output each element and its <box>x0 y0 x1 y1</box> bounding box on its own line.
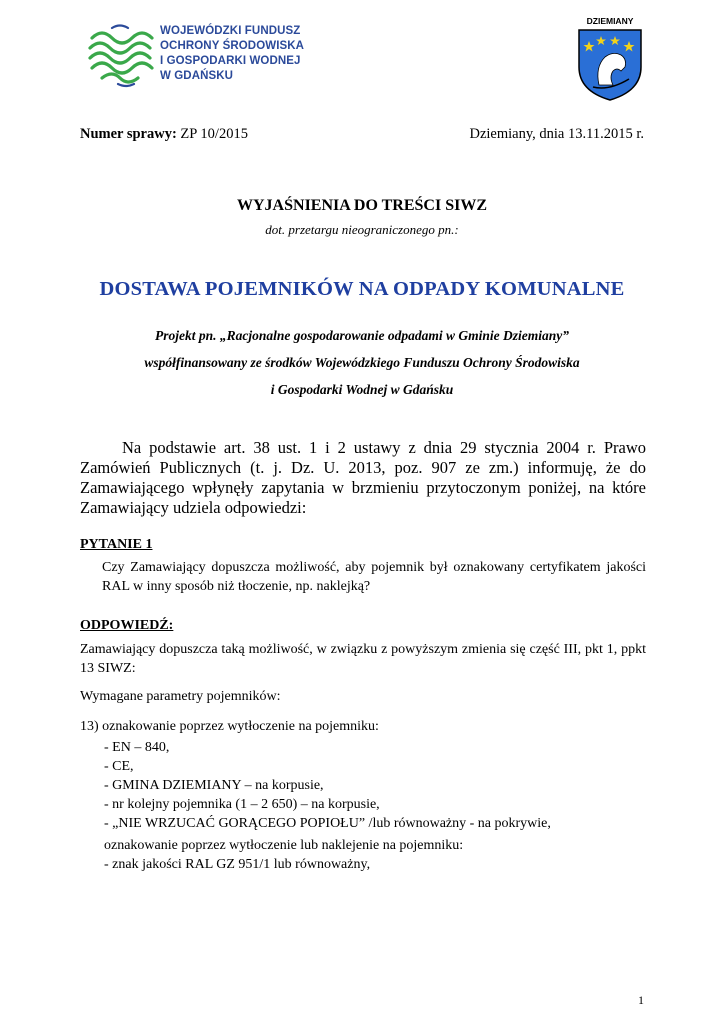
fund-logo-line: WOJEWÓDZKI FUNDUSZ <box>160 25 301 37</box>
sub-list <box>104 857 370 873</box>
project-line: Projekt pn. „Racjonalne gospodarowanie odpadami w Gminie Dziemiany” <box>154 328 570 343</box>
list-item: - znak jakości RAL GZ 951/1 lub równoważny, <box>104 857 371 872</box>
requirements-label: Wymagane parametry pojemników: <box>80 689 281 704</box>
fund-logo-line: W GDAŃSKU <box>160 70 234 82</box>
fund-logo-line: OCHRONY ŚRODOWISKA <box>160 40 305 52</box>
list-item: - nr kolejny pojemnika (1 – 2 650) – na korpusie, <box>104 797 380 812</box>
question-heading: PYTANIE 1 <box>80 537 153 552</box>
intro-paragraph: Na podstawie art. 38 ust. 1 i 2 ustawy z dnia 29 stycznia 2004 r. Prawo Zamówień Publicznych (t. j. Dz. U. 2013, poz. 907 ze zm.) informuję, że do Zamawiającego wpłynęły zapytania w brzmieniu przytoczonym poniżej, na które Zamawiający udziela odpowiedzi: <box>80 438 646 517</box>
answer-text: Zamawiający dopuszcza taką możliwość, w związku z powyższym zmienia się część III, pkt 1, ppkt 13 SIWZ: <box>80 642 646 676</box>
fund-logo-text <box>160 24 304 84</box>
list-intro: 13) oznakowanie poprzez wytłoczenie na pojemniku: <box>80 719 379 734</box>
answer-heading: ODPOWIEDŹ: <box>80 618 174 633</box>
fund-logo-line: I GOSPODARKI WODNEJ <box>160 55 301 67</box>
place-date: Dziemiany, dnia 13.11.2015 r. <box>469 126 644 142</box>
crest-label: DZIEMIANY <box>586 16 634 26</box>
marking-list <box>104 738 551 833</box>
sub-list-intro: oznakowanie poprzez wytłoczenie lub naklejenie na pojemniku: <box>104 838 464 853</box>
project-line: i Gospodarki Wodnej w Gdańsku <box>270 382 454 397</box>
case-number-line <box>80 126 248 143</box>
dziemiany-coat-of-arms-icon <box>575 27 645 103</box>
question-text: Czy Zamawiający dopuszcza możliwość, aby pojemnik był oznakowany certyfikatem jakości RAL w inny sposób niż tłoczenie, np. naklejką? <box>102 560 646 594</box>
case-number-label: Numer sprawy: <box>80 126 177 142</box>
page-number: 1 <box>638 993 644 1007</box>
project-line: współfinansowany ze środków Wojewódzkiego Funduszu Ochrony Środowiska <box>144 355 580 370</box>
list-item: - CE, <box>104 759 134 774</box>
tender-title: DOSTAWA POJEMNIKÓW NA ODPADY KOMUNALNE <box>99 278 625 300</box>
list-item: - GMINA DZIEMIANY – na korpusie, <box>104 778 324 793</box>
list-item: - „NIE WRZUCAĆ GORĄCEGO POPIOŁU” /lub równoważny - na pokrywie, <box>104 816 551 831</box>
case-number-value: ZP 10/2015 <box>180 126 248 142</box>
document-subtitle: dot. przetargu nieograniczonego pn.: <box>265 222 459 237</box>
list-item: - EN – 840, <box>104 740 170 755</box>
document-title: WYJAŚNIENIA DO TREŚCI SIWZ <box>237 197 487 214</box>
